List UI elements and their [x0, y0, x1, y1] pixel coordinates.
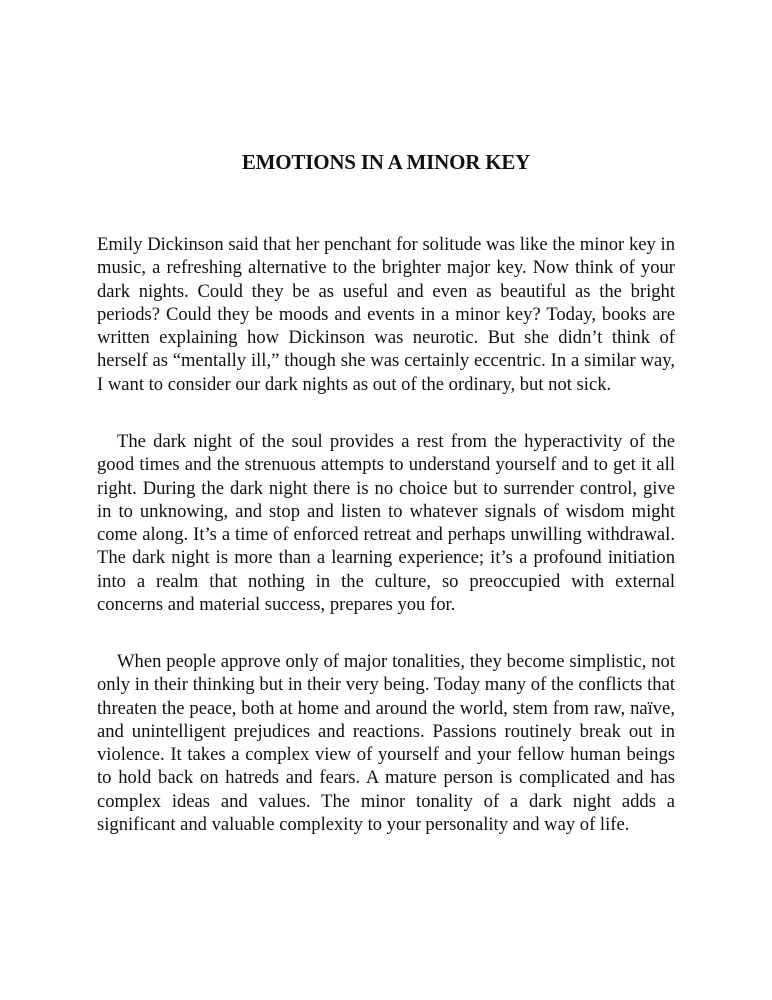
paragraph-3: When people approve only of major tonalities, they become simplistic, not only in their thinking but in their very being. Today many of the conflicts that threaten the peace, both at home and around the world, stem from raw, naïve, and unintelligent prejudices and reactions. Passions routinely break out in violence. It takes a complex view of yourself and your fellow human beings to hold back on hatreds and fears. A mature person is complicated and has complex ideas and values. The minor tonality of a dark night adds a significant and valuable complexity to your personality and way of life.	[97, 651, 675, 836]
chapter-title: EMOTIONS IN A MINOR KEY	[241, 150, 531, 174]
paragraph-1: Emily Dickinson said that her penchant for solitude was like the minor key in music, a refreshing alternative to the brighter major key. Now think of your dark nights. Could they be as useful and even as beautiful as the bright periods? Could they be moods and events in a minor key? Today, books are written explaining how Dickinson was neurotic. But she didn’t think of herself as “mentally ill,” though she was certainly eccentric. In a similar way, I want to consider our dark nights as out of the ordinary, but not sick.	[97, 234, 675, 395]
paragraph-2: The dark night of the soul provides a rest from the hyperactivity of the good times and the strenuous attempts to understand yourself and to get it all right. During the dark night there is no choice but to surrender control, give in to unknowing, and stop and listen to whatever signals of wisdom might come along. It’s a time of enforced retreat and perhaps unwilling withdrawal. The dark night is more than a learning experience; it’s a profound initiation into a realm that nothing in the culture, so preoccupied with external concerns and material success, prepares you for.	[97, 431, 675, 616]
